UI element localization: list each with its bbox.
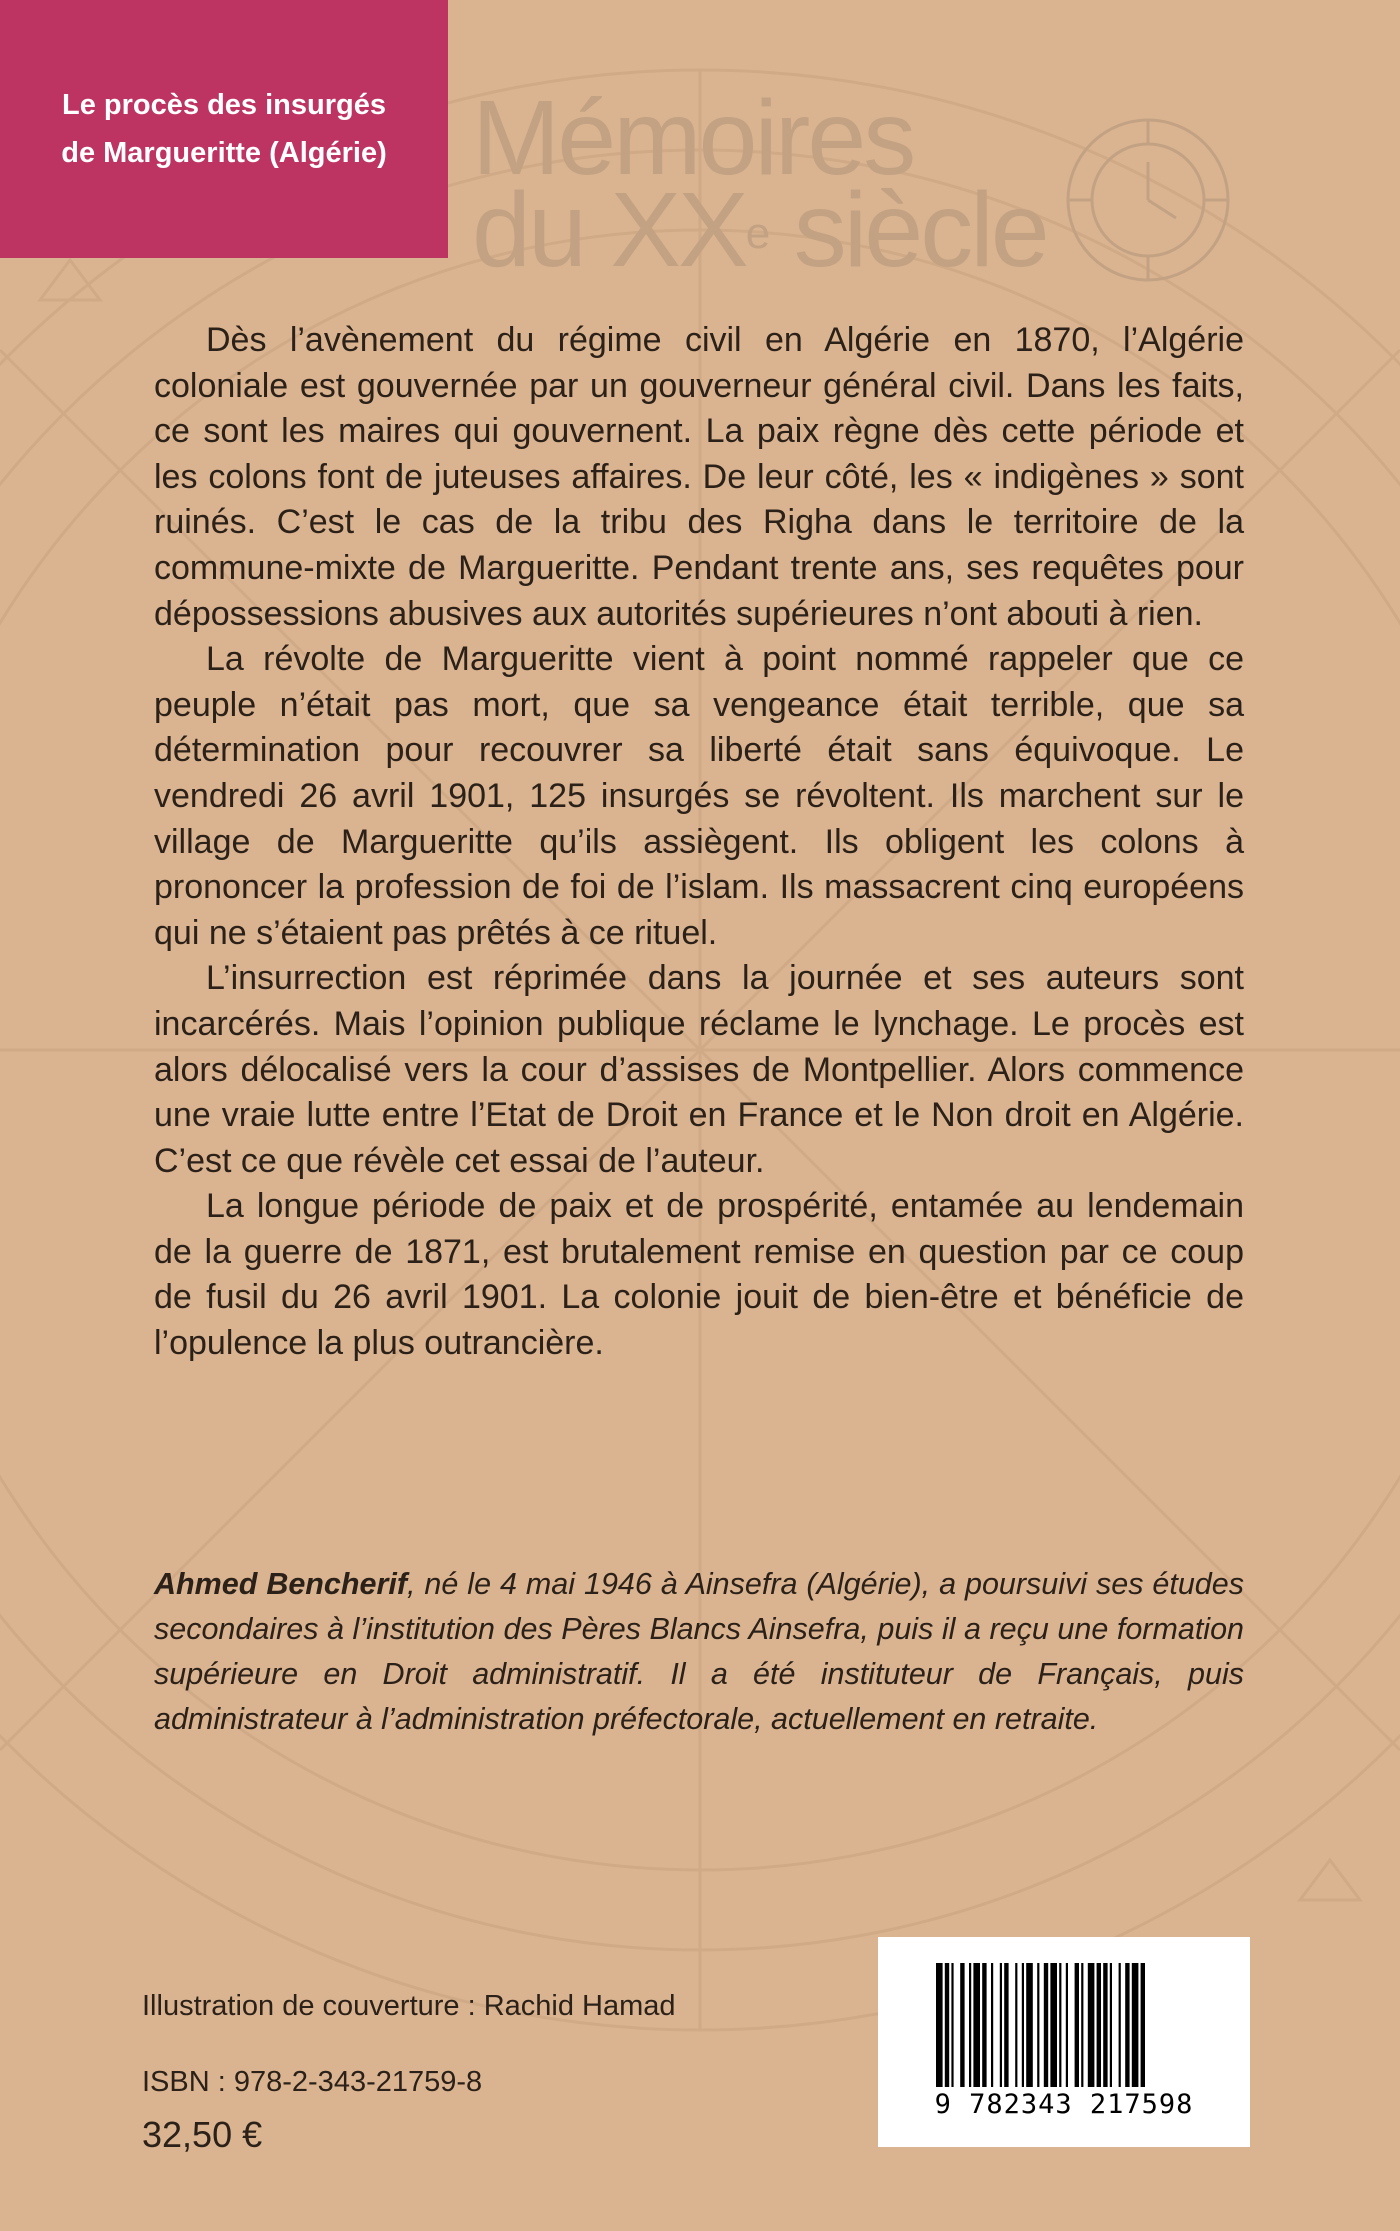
series-line-1: Mémoires [472, 79, 914, 197]
barcode [878, 1937, 1250, 2147]
series-superscript: e [745, 209, 768, 258]
barcode-bar [1059, 1963, 1061, 2087]
summary-paragraph-4: La longue période de paix et de prospérité, entamée au lendemain de la guerre de 1871, est brutalement remise en question par ce coup de fusil du 26 avril 1901. La colonie jouit de bien-être et bénéficie de l’opulence la plus outrancière. [154, 1187, 1244, 1363]
title-box [0, 0, 448, 258]
barcode-bar [945, 1963, 949, 2087]
series-name [472, 79, 1047, 289]
author-bio-text: , né le 4 mai 1946 à Ainsefra (Algérie), a poursuivi ses études secondaires à l’institution des Pères Blancs Ainsefra, puis il a reçu une formation supérieure en Droit administratif. Il a été instituteur de Français, puis administrateur à l’administration préfectorale, actuellement en retraite. [154, 1567, 1244, 1736]
barcode-bar [1044, 1963, 1048, 2087]
barcode-bar [1050, 1963, 1057, 2087]
barcode-bar [1022, 1963, 1024, 2087]
barcode-bar [973, 1963, 980, 2087]
cover-illustration-credit: Illustration de couverture : Rachid Hamad [142, 1990, 676, 2022]
barcode-bar [1026, 1963, 1033, 2087]
barcode-bar [951, 1963, 953, 2087]
summary-paragraph-2: La révolte de Margueritte vient à point nommé rappeler que ce peuple n’était pas mort, que sa vengeance était terrible, que sa détermination pour recouvrer sa liberté était sans équivoque. Le vendredi 26 avril 1901, 125 insurgés se révoltent. Ils marchent sur le village de Margueritte qu’ils assiègent. Ils obligent les colons à prononcer la profession de foi de l’islam. Ils massacrent cinq européens qui ne s’étaient pas prêtés à ce rituel. [154, 640, 1244, 952]
book-title-line-2: de Margueritte (Algérie) [61, 137, 387, 169]
isbn: ISBN : 978-2-343-21759-8 [142, 2066, 483, 2098]
barcode-bar [1037, 1963, 1039, 2087]
series-line-2-b: siècle [767, 171, 1047, 289]
barcode-bar [1066, 1963, 1068, 2087]
summary-paragraph-3: L’insurrection est réprimée dans la journée et ses auteurs sont incarcérés. Mais l’opinion publique réclame le lynchage. Le procès est alors délocalisé vers la cour d’assises de Montpellier. Alors commence une vraie lutte entre l’Etat de Droit en France et le Non droit en Algérie. C’est ce que révèle cet essai de l’auteur. [154, 959, 1244, 1180]
book-title-line-1: Le procès des insurgés [62, 89, 386, 121]
summary-paragraph-1: Dès l’avènement du régime civil en Algérie en 1870, l’Algérie coloniale est gouvernée par un gouverneur général civil. Dans les faits, ce sont les maires qui gouvernent. La paix règne dès cette période et les colons font de juteuses affaires. De leur côté, les « indigènes » sont ruinés. C’est le cas de la tribu des Righa dans le territoire de la commune-mixte de Margueritte. Pendant trente ans, ses requêtes pour dépossessions abusives aux autorités supérieures n’ont abouti à rien. [154, 321, 1244, 633]
barcode-bar [1015, 1963, 1017, 2087]
barcode-bar [1075, 1963, 1079, 2087]
barcode-bar [991, 1963, 993, 2087]
barcode-bar [1088, 1963, 1095, 2087]
barcode-bar [1110, 1963, 1112, 2087]
series-line-2-a: du XX [472, 171, 746, 289]
barcode-bar [1119, 1963, 1121, 2087]
barcode-bar [982, 1963, 986, 2087]
barcode-bar [969, 1963, 971, 2087]
barcode-bar [1000, 1963, 1002, 2087]
clock-compass-icon [1048, 100, 1248, 300]
series-line-2 [472, 171, 1047, 289]
barcode-digits: 9 782343 217598 [934, 2089, 1194, 2120]
barcode-bar [1125, 1963, 1129, 2087]
back-cover-summary [154, 318, 1244, 1367]
barcode-bar [1081, 1963, 1083, 2087]
barcode-bar [1132, 1963, 1139, 2087]
barcode-bar [1097, 1963, 1101, 2087]
author-bio [154, 1562, 1244, 1742]
author-name: Ahmed Bencherif [154, 1567, 407, 1601]
barcode-bar [1103, 1963, 1107, 2087]
barcode-bar [1004, 1963, 1008, 2087]
barcode-bar [1141, 1963, 1145, 2087]
price: 32,50 € [142, 2114, 263, 2155]
barcode-bar [936, 1963, 943, 2087]
barcode-bar [960, 1963, 964, 2087]
